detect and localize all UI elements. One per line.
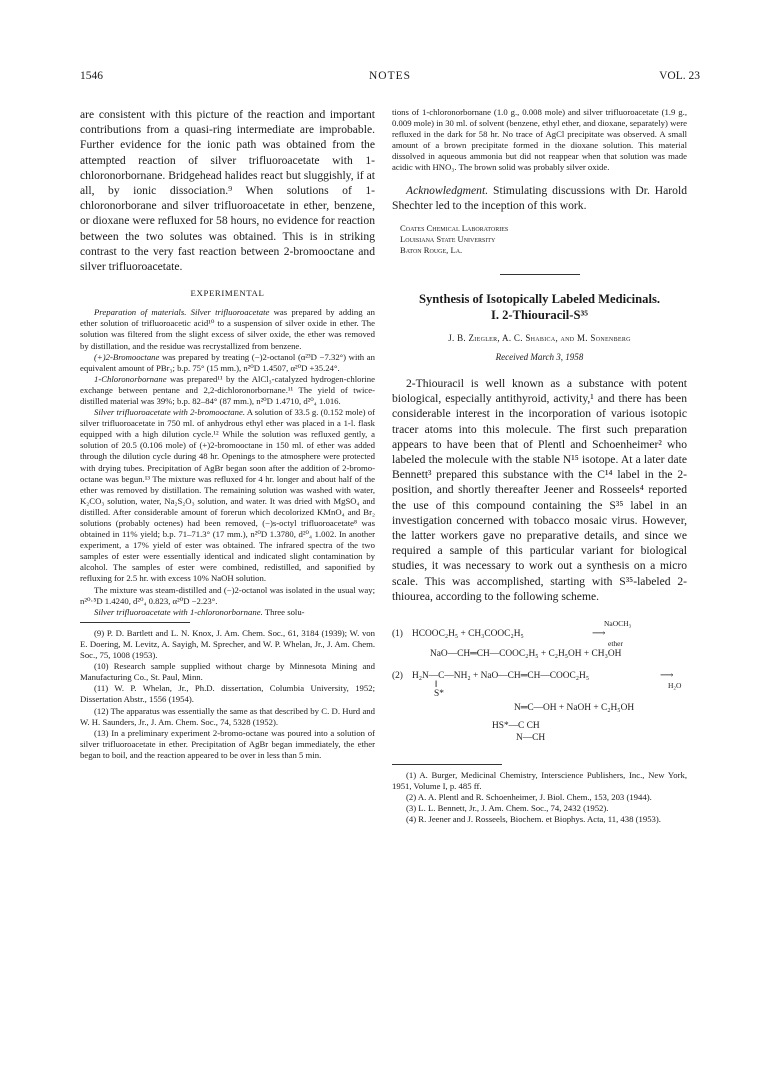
address-line: Louisiana State University — [400, 233, 496, 244]
paragraph-title: (+)2-Bromooctane — [94, 351, 160, 362]
footnote: (3) L. L. Bennett, Jr., J. Am. Chem. Soc., 74, 2432 (1952). — [406, 803, 609, 814]
paragraph-title: Preparation of materials. Silver trifluoroacetate — [94, 307, 270, 318]
footnote: (12) The apparatus was essentially the same as that described by C. D. Hurd and W. H. Saunders, Jr., J. Am. Chem. Soc., 74, 5328 (1952). — [80, 705, 375, 727]
address-block — [400, 223, 687, 256]
reaction-reactants: HCOOC₂H₅ + CH₃COOC₂H₅ — [412, 629, 524, 640]
reaction-scheme — [392, 618, 687, 744]
reaction-reactants: H₂N—C—NH₂ + NaO—CH═CH—COOC₂H₅ — [412, 671, 590, 682]
experimental-paragraph — [80, 607, 375, 618]
footnote: (1) A. Burger, Medicinal Chemistry, Interscience Publishers, Inc., New York, 1951, Volume I, p. 485 ff. — [392, 770, 687, 792]
paragraph-text: was prepared by treating (−)2-octanol (α²³D −7.32°) with an equivalent amount of PBr₃; b.p. 75° (15 mm.), n²⁰D 1.4507, α²⁰D +35.24°. — [80, 351, 375, 373]
paragraph-text: was prepared¹¹ by the AlCl₃-catalyzed hydrogen-chlorine exchange between pentane and 2,2-dichloronorbornane.¹¹ The yield of twice-distilled material was 39%; b.p. 82–84° (87 mm.), n²⁰D 1.4710, d²⁰₄ 1.016. — [80, 373, 375, 406]
reaction-solvent: H₂O — [668, 681, 682, 691]
paragraph-text: was prepared by adding an ether solution of trifluoroacetic acid¹⁰ to a suspension of silver oxide in ether. The solution was filtered from the slight excess of silver oxide, the ether was removed by distillation, and the residue was recrystallized from benzene. — [80, 307, 375, 351]
page-header — [80, 70, 700, 88]
footnote: (2) A. A. Plentl and R. Schoenheimer, J. Biol. Chem., 153, 203 (1944). — [406, 792, 652, 803]
reaction-number: (1) — [392, 629, 403, 640]
experimental-paragraph — [80, 352, 375, 374]
ack-title: Acknowledgment. — [406, 183, 489, 197]
section-heading: EXPERIMENTAL — [190, 288, 265, 299]
footnote-rule — [392, 764, 502, 765]
article-separator — [500, 274, 580, 275]
paragraph-text: A solution of 33.5 g. (0.152 mole) of silver trifluoroacetate in 750 ml. of anhydrous ethyl ether was placed in a 1-l. flask equipped with a high dilution cycle.¹² While the solution was refluxed gently, a solution of 20.5 (0.106 mole) of (+)2-bromooctane in 150 ml. of ether was added through the dilution cycle during 48 hr. Openings to the atmosphere were protected with drying tubes. Precipitation of AgBr began soon after the addition of 2-bromo-octane was begun.¹³ The mixture was refluxed for 4 hr. longer and about half of the ether was removed by distillation. The remaining solution was washed with water, K₂CO₃ solution, water, Na₂S₂O₃ solution, and water. It was dried with MgSO₄ and distilled. After considerable amount of forerun which decolorized KMnO₄ and Br₂ solutions (probably octenes) had been removed, (−)s-octyl trifluoroacetate⁸ was obtained in 11% yield; b.p. 71–71.3° (17 mm.), n²⁰D 1.3780, d²⁰₄ 1.002. In another experiment, a 17% yield of ester was obtained. The infrared spectra of the two samples of ester were essentially identical and indicated slight contamination by alcohol. The samples of ester were combined, redistilled, and saponified by refluxing for 2.5 hr. with excess 10% NaOH solution. — [80, 407, 375, 584]
acknowledgment — [392, 183, 687, 213]
product-line: N═C—OH + NaOH + C₂H₅OH — [514, 703, 635, 714]
title-line: Synthesis of Isotopically Labeled Medicinals. — [418, 291, 661, 306]
reaction-arrow: ⟶ — [660, 671, 674, 682]
footnote: (10) Research sample supplied without charge by Minnesota Mining and Manufacturing Co., St. Paul, Minn. — [80, 661, 375, 683]
address-line: Baton Rouge, La. — [400, 244, 463, 255]
footnote: (4) R. Jeener and J. Rosseels, Biochem. et Biophys. Acta, 11, 438 (1953). — [406, 814, 661, 825]
thione-sulfur: S* — [434, 689, 444, 700]
product-line: HS*—C CH — [492, 721, 540, 732]
continued-paragraph: tions of 1-chloronorbornane (1.0 g., 0.008 mole) and silver trifluoroacetate (1.9 g., 0.009 mole) in 30 ml. of solvent (benzene, ethyl ether, and dioxane, separately) were refluxed in the dark for 58 hr. No trace of AgCl precipitate was observed. A small amount of a brown precipitate formed in the dioxane solution. This material dissolved in aqueous ammonia but did not reappear when that solution was made acidic with HNO₃. The brown solid was probably silver oxide. — [392, 107, 687, 173]
reaction-arrow: ⟶ — [592, 629, 606, 640]
left-column — [80, 107, 375, 761]
reaction-reagent: NaOCH₃ — [604, 619, 632, 629]
volume-label: VOL. 23 — [659, 70, 700, 82]
paragraph-title: Silver trifluoroacetate with 1-chloronorbornane. — [94, 606, 263, 617]
body-paragraph: 2-Thiouracil is well known as a substance with potent biological, especially antithyroid, activity,¹ and there has been considerable interest in the incorporation of various isotopic tracer atoms into this molecule. The first such preparation appears to have been that of Plentl and Schoenheimer² who labeled the molecule with the stable N¹⁵ isotope. At a later date Bennett³ prepared this substance with the C¹⁴ label in the 2-position, and shortly thereafter Jeener and Rosseels⁴ reported the use of this compound containing the S³⁵ label in an investigation concerned with tobacco mosaic virus. However, the latter workers gave no preparative details, and since we required a sample of this particular variant for biological studies, it was necessary to work out a synthesis on a micro scale. This was accomplished, starting with S³⁵-labeled 2-thiourea, according to the following scheme. — [392, 376, 687, 603]
footnote: (9) P. D. Bartlett and L. N. Knox, J. Am. Chem. Soc., 61, 3184 (1939); W. von E. Doering, M. Levitz, A. Sayigh, M. Sprecher, and W. P. Whelan, Jr., J. Am. Chem. Soc., 75, 1008 (1953). — [80, 627, 375, 661]
reaction-products: NaO—CH═CH—COOC₂H₅ + C₂H₅OH + CH₃OH — [430, 649, 622, 660]
footnote-rule — [80, 622, 190, 623]
paragraph-title: 1-Chloronorbornane — [94, 373, 167, 384]
paragraph-text: Three solu- — [262, 606, 305, 617]
article-title — [392, 291, 687, 323]
experimental-paragraph — [80, 307, 375, 351]
authors: J. B. Ziegler, A. C. Shabica, and M. Sonenberg — [448, 332, 631, 343]
experimental-paragraph: The mixture was steam-distilled and (−)2-octanol was isolated in the usual way; n²⁰·⁵D 1.4240, d²⁰₄ 0.823, α²⁰D −2.23°. — [80, 584, 375, 606]
experimental-paragraph — [80, 374, 375, 407]
double-bond-mark: ‖ — [435, 680, 438, 691]
page-number: 1546 — [80, 70, 103, 82]
address-line: Coates Chemical Laboratories — [400, 222, 509, 233]
footnote: (13) In a preliminary experiment 2-bromo-octane was poured into a solution of silver trifluoroacetate in ether. Precipitation of AgBr began immediately, the ether began to boil, and the reaction appeared to be over in less than 5 min. — [80, 727, 375, 760]
body-paragraph: are consistent with this picture of the reaction and important contributions from a quasi-ring intermediate are improbable. Further evidence for the ionic path was obtained from the attempted reaction of silver trifluoroacetate with 1-chloronorbornane. Bridgehead halides react but sluggishly, if at all, by ionic dissociation.⁹ When solutions of 1-chloronorborane and silver trifluoroacetate in ether, benzene, or dioxane were refluxed for 58 hours, no evidence for reaction between the two solutes was obtained. This is in striking contrast to the very fast reaction between 2-bromooctane and silver trifluoroacetate. — [80, 108, 375, 274]
running-head: NOTES — [368, 70, 412, 82]
paragraph-title: Silver trifluoroacetate with 2-bromooctane. — [94, 407, 246, 418]
title-line: I. 2-Thiouracil-S³⁵ — [490, 307, 589, 322]
ack-text: Stimulating discussions with Dr. Harold Shechter led to the inception of this work. — [392, 183, 687, 212]
footnote: (11) W. P. Whelan, Jr., Ph.D. dissertation, Columbia University, 1952; Dissertation Abstr., 1556 (1954). — [80, 683, 375, 705]
right-column — [392, 107, 687, 825]
product-line: N—CH — [516, 733, 546, 744]
reaction-solvent: ether — [608, 639, 623, 649]
received-date: Received March 3, 1958 — [495, 351, 584, 362]
reaction-number: (2) — [392, 671, 403, 682]
experimental-paragraph — [80, 407, 375, 585]
